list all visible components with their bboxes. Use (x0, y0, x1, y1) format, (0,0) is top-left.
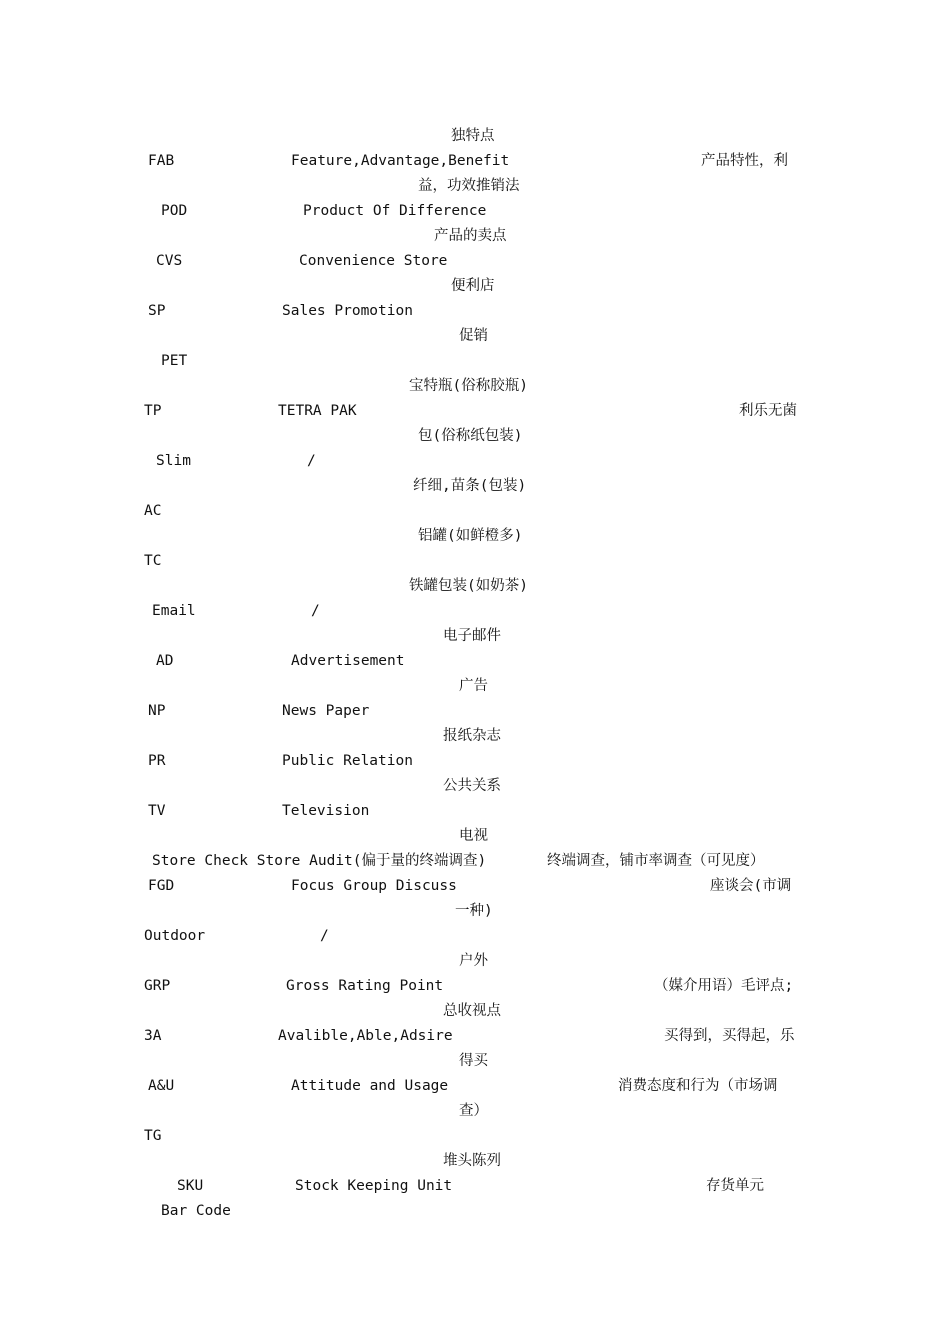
line-24-translation: 报纸杂志 (443, 728, 501, 744)
line-7-abbr: SP (148, 303, 166, 319)
line-8-translation: 促销 (459, 328, 488, 344)
line-42-translation: 存货单元 (706, 1178, 764, 1194)
line-5-term: Convenience Store (299, 253, 448, 269)
line-11-term: TETRA PAK (278, 403, 357, 419)
line-41-translation: 堆头陈列 (443, 1153, 501, 1169)
line-19-term: / (311, 603, 320, 619)
line-11-translation: 利乐无菌 (739, 403, 797, 419)
line-10-translation: 宝特瓶(俗称胶瓶) (409, 378, 528, 394)
line-29-term: 终端调查，铺市率调查（可见度） (547, 853, 765, 869)
line-27-term: Television (282, 803, 370, 819)
line-34-abbr: GRP (144, 978, 171, 994)
line-3-term: Product Of Difference (303, 203, 487, 219)
line-35-translation: 总收视点 (443, 1003, 501, 1019)
line-31-translation: 一种) (455, 903, 493, 919)
line-7-term: Sales Promotion (282, 303, 413, 319)
line-23-abbr: NP (148, 703, 166, 719)
line-4-translation: 产品的卖点 (434, 228, 507, 244)
line-20-translation: 电子邮件 (443, 628, 501, 644)
line-2-translation: 益，功效推销法 (418, 178, 520, 194)
line-23-term: News Paper (282, 703, 370, 719)
line-18-translation: 铁罐包装(如奶茶) (409, 578, 528, 594)
line-30-translation: 座谈会(市调 (710, 878, 792, 894)
line-43-abbr: Bar Code (161, 1203, 231, 1219)
line-9-abbr: PET (161, 353, 188, 369)
line-26-translation: 公共关系 (443, 778, 501, 794)
line-6-translation: 便利店 (451, 278, 495, 294)
line-34-translation: （媒介用语）毛评点; (654, 978, 794, 994)
line-37-translation: 得买 (459, 1053, 488, 1069)
line-42-abbr: SKU (177, 1178, 204, 1194)
line-27-abbr: TV (148, 803, 166, 819)
line-17-abbr: TC (144, 553, 162, 569)
line-29-abbr: Store Check Store Audit(偏于量的终端调查) (152, 853, 487, 869)
line-0-translation: 独特点 (451, 128, 495, 144)
line-13-abbr: Slim (156, 453, 191, 469)
line-39-translation: 查） (459, 1103, 488, 1119)
line-22-translation: 广告 (459, 678, 488, 694)
line-36-translation: 买得到，买得起，乐 (664, 1028, 795, 1044)
line-3-abbr: POD (161, 203, 188, 219)
line-32-abbr: Outdoor (144, 928, 206, 944)
line-28-translation: 电视 (459, 828, 488, 844)
line-40-abbr: TG (144, 1128, 162, 1144)
line-21-abbr: AD (156, 653, 174, 669)
line-38-abbr: A&U (148, 1078, 175, 1094)
line-13-term: / (307, 453, 316, 469)
line-25-term: Public Relation (282, 753, 413, 769)
line-25-abbr: PR (148, 753, 166, 769)
line-1-translation: 产品特性，利 (701, 153, 788, 169)
line-34-term: Gross Rating Point (286, 978, 444, 994)
line-15-abbr: AC (144, 503, 162, 519)
line-19-abbr: Email (152, 603, 196, 619)
line-5-abbr: CVS (156, 253, 183, 269)
line-30-abbr: FGD (148, 878, 175, 894)
line-33-translation: 户外 (459, 953, 488, 969)
line-42-term: Stock Keeping Unit (295, 1178, 453, 1194)
line-21-term: Advertisement (291, 653, 405, 669)
line-38-translation: 消费态度和行为（市场调 (618, 1078, 778, 1094)
line-14-translation: 纤细,苗条(包装) (413, 478, 527, 494)
line-32-term: / (320, 928, 329, 944)
line-12-translation: 包(俗称纸包装) (418, 428, 523, 444)
line-30-term: Focus Group Discuss (291, 878, 457, 894)
line-38-term: Attitude and Usage (291, 1078, 449, 1094)
line-1-term: Feature,Advantage,Benefit (291, 153, 510, 169)
line-16-translation: 铝罐(如鲜橙多) (418, 528, 523, 544)
line-11-abbr: TP (144, 403, 162, 419)
line-36-term: Avalible,Able,Adsire (278, 1028, 453, 1044)
line-36-abbr: 3A (144, 1028, 162, 1044)
line-1-abbr: FAB (148, 153, 175, 169)
